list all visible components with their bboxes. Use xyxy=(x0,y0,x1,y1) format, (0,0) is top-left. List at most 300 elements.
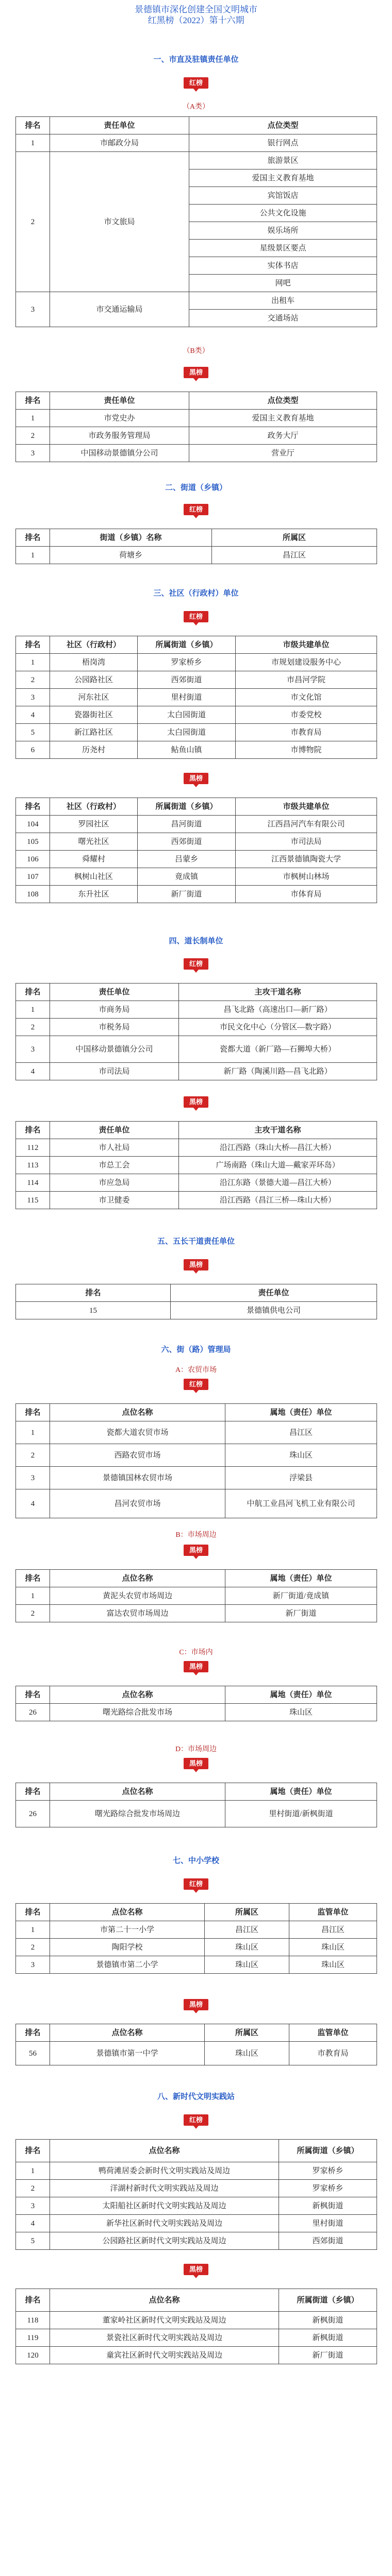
owner-cell: 新厂街道/竟成镇 xyxy=(225,1587,377,1605)
table-header-row xyxy=(16,2024,377,2042)
street-cell: 西郊街道 xyxy=(138,671,236,689)
unit-cell: 市司法局 xyxy=(50,1063,179,1080)
column-header: 所属街道（乡镇） xyxy=(138,636,236,654)
rank-cell: 3 xyxy=(16,2197,50,2215)
street-cell: 昌河街道 xyxy=(138,816,236,833)
section-6-sub-b: B：市场周边 xyxy=(175,1531,217,1539)
supervisor-cell: 昌江区 xyxy=(289,1921,377,1939)
column-header: 排名 xyxy=(16,636,50,654)
section-7-black-table xyxy=(15,2024,377,2065)
type-cell: 星级景区要点 xyxy=(189,240,377,257)
section-7-title: 七、中小学校 xyxy=(172,1857,219,1865)
section-6-sub-a: A：农贸市场 xyxy=(175,1366,217,1374)
section-3-title: 三、社区（行政村）单位 xyxy=(153,589,239,598)
type-cell: 网吧 xyxy=(189,275,377,292)
type-cell: 银行网点 xyxy=(189,134,377,152)
section-8-title: 八、新时代文明实践站 xyxy=(157,2093,235,2101)
road-cell: 沿江西路（昌江三桥—珠山大桥） xyxy=(179,1192,377,1209)
type-cell: 公共文化设施 xyxy=(189,205,377,222)
column-header: 排名 xyxy=(16,1686,50,1704)
rank-cell: 106 xyxy=(16,851,50,868)
point-cell: 富达农贸市场周边 xyxy=(50,1605,225,1622)
rank-cell: 3 xyxy=(16,1036,50,1063)
road-cell: 市民文化中心（分管区—数字路） xyxy=(179,1019,377,1036)
rank-cell: 3 xyxy=(16,292,50,327)
column-header: 市级共建单位 xyxy=(236,798,377,816)
column-header: 点位名称 xyxy=(50,1404,225,1421)
community-cell: 公园路社区 xyxy=(50,671,138,689)
column-header: 责任单位 xyxy=(50,984,179,1001)
column-header: 责任单位 xyxy=(50,117,189,134)
district-cell: 珠山区 xyxy=(205,1956,289,1974)
column-header: 点位名称 xyxy=(50,1686,225,1704)
table-row xyxy=(16,2215,377,2232)
street-cell: 太白园街道 xyxy=(138,724,236,741)
owner-cell: 浮梁县 xyxy=(225,1467,377,1489)
rank-cell: 2 xyxy=(16,152,50,292)
column-header: 排名 xyxy=(16,1404,50,1421)
street-cell: 罗家桥乡 xyxy=(138,654,236,671)
table-row xyxy=(16,741,377,759)
section-6-sub-c: C：市场内 xyxy=(179,1649,213,1656)
partner-cell: 市教育局 xyxy=(236,724,377,741)
owner-cell: 新厂街道 xyxy=(225,1605,377,1622)
table-row xyxy=(16,2197,377,2215)
rank-cell: 4 xyxy=(16,1063,50,1080)
table-row xyxy=(16,1192,377,1209)
street-cell: 新厂街道 xyxy=(138,886,236,903)
section-1-title: 一、市直及驻镇责任单位 xyxy=(153,56,239,64)
table-header-row xyxy=(16,1570,377,1587)
table-header-row xyxy=(16,984,377,1001)
table-header-row xyxy=(16,529,377,547)
community-cell: 东升社区 xyxy=(50,886,138,903)
section-4-title: 四、道长制单位 xyxy=(169,937,223,945)
unit-cell: 市邮政分局 xyxy=(50,134,189,152)
street-cell: 罗家桥乡 xyxy=(279,2180,377,2197)
table-row xyxy=(16,868,377,886)
table-header-row xyxy=(16,1404,377,1421)
black-list-badge: 黑榜 xyxy=(184,1545,208,1556)
unit-cell: 市政务服务管理局 xyxy=(50,427,189,445)
section-1-part-a: （A类） xyxy=(182,103,210,111)
street-cell: 荷塘乡 xyxy=(50,547,212,564)
red-list-badge: 红榜 xyxy=(184,77,208,89)
table-row xyxy=(16,1605,377,1622)
owner-cell: 珠山区 xyxy=(225,1444,377,1467)
section-4-red-table xyxy=(15,983,377,1080)
rank-cell: 2 xyxy=(16,427,50,445)
street-cell: 新厂街道 xyxy=(279,2347,377,2364)
unit-cell: 中国移动景德镇分公司 xyxy=(50,445,189,462)
table-row xyxy=(16,1421,377,1444)
street-cell: 鲇鱼山镇 xyxy=(138,741,236,759)
black-list-badge: 黑榜 xyxy=(184,367,208,378)
table-header-row xyxy=(16,2289,377,2312)
street-cell: 太白园街道 xyxy=(138,706,236,724)
column-header: 排名 xyxy=(16,392,50,410)
community-cell: 曙光社区 xyxy=(50,833,138,851)
rank-cell: 1 xyxy=(16,1421,50,1444)
red-list-badge: 红榜 xyxy=(184,958,208,970)
road-cell: 昌飞北路（高速出口—新厂路） xyxy=(179,1001,377,1019)
table-row xyxy=(16,2232,377,2250)
table-row xyxy=(16,134,377,152)
table-row xyxy=(16,1019,377,1036)
partner-cell: 市枫树山林场 xyxy=(236,868,377,886)
table-row xyxy=(16,1036,377,1063)
column-header: 主攻干道名称 xyxy=(179,984,377,1001)
column-header: 街道（乡镇）名称 xyxy=(50,529,212,547)
district-cell: 昌江区 xyxy=(212,547,377,564)
column-header: 排名 xyxy=(16,798,50,816)
section-6-title: 六、街（路）管理局 xyxy=(161,1346,231,1354)
street-cell: 西郊街道 xyxy=(138,833,236,851)
table-row xyxy=(16,445,377,462)
station-cell: 太阳船社区新时代文明实践站及周边 xyxy=(50,2197,279,2215)
rank-cell: 4 xyxy=(16,2215,50,2232)
column-header: 排名 xyxy=(16,1284,171,1302)
unit-cell: 市总工会 xyxy=(50,1157,179,1174)
type-cell: 出租车 xyxy=(189,292,377,310)
point-cell: 西路农贸市场 xyxy=(50,1444,225,1467)
owner-cell: 珠山区 xyxy=(225,1704,377,1721)
section-6-black-table-b xyxy=(15,1569,377,1622)
owner-cell: 昌江区 xyxy=(225,1421,377,1444)
column-header: 点位名称 xyxy=(50,2024,205,2042)
unit-cell: 市卫健委 xyxy=(50,1192,179,1209)
rank-cell: 113 xyxy=(16,1157,50,1174)
rank-cell: 114 xyxy=(16,1174,50,1192)
station-cell: 景瓷社区新时代文明实践站及周边 xyxy=(50,2329,279,2347)
unit-cell: 市税务局 xyxy=(50,1019,179,1036)
red-list-badge: 红榜 xyxy=(184,2114,208,2126)
section-1-red-table xyxy=(15,116,377,327)
table-header-row xyxy=(16,1122,377,1139)
column-header: 点位名称 xyxy=(50,1570,225,1587)
table-row xyxy=(16,1139,377,1157)
street-cell: 新枫街道 xyxy=(279,2329,377,2347)
column-header: 社区（行政村） xyxy=(50,636,138,654)
column-header: 排名 xyxy=(16,984,50,1001)
rank-cell: 120 xyxy=(16,2347,50,2364)
table-row xyxy=(16,292,377,310)
road-cell: 沿江东路（景德大道—昌江大桥） xyxy=(179,1174,377,1192)
rank-cell: 1 xyxy=(16,1921,50,1939)
partner-cell: 江西昌河汽车有限公司 xyxy=(236,816,377,833)
table-row xyxy=(16,724,377,741)
table-row xyxy=(16,1587,377,1605)
section-8-black-table xyxy=(15,2289,377,2364)
rank-cell: 1 xyxy=(16,410,50,427)
community-cell: 梧岗湾 xyxy=(50,654,138,671)
table-row xyxy=(16,2329,377,2347)
rank-cell: 15 xyxy=(16,1302,171,1319)
table-header-row xyxy=(16,2140,377,2162)
type-cell: 实体书店 xyxy=(189,257,377,275)
column-header: 排名 xyxy=(16,529,50,547)
partner-cell: 市博物院 xyxy=(236,741,377,759)
partner-cell: 市昌河学院 xyxy=(236,671,377,689)
table-row xyxy=(16,706,377,724)
table-row xyxy=(16,1063,377,1080)
rank-cell: 2 xyxy=(16,1939,50,1956)
table-row xyxy=(16,152,377,170)
section-1-part-b: （B类） xyxy=(183,347,209,355)
rank-cell: 2 xyxy=(16,671,50,689)
table-header-row xyxy=(16,1686,377,1704)
table-row xyxy=(16,1939,377,1956)
rank-cell: 105 xyxy=(16,833,50,851)
section-6-black-table-c xyxy=(15,1686,377,1721)
rank-cell: 26 xyxy=(16,1704,50,1721)
table-row xyxy=(16,427,377,445)
table-header-row xyxy=(16,636,377,654)
column-header: 所属街道（乡镇） xyxy=(279,2289,377,2312)
table-header-row xyxy=(16,1284,377,1302)
school-cell: 景德镇市第二小学 xyxy=(50,1956,205,1974)
partner-cell: 江西景德镇陶瓷大学 xyxy=(236,851,377,868)
section-4-black-table xyxy=(15,1121,377,1209)
section-6-black-table-d xyxy=(15,1783,377,1827)
section-6-sub-d: D：市场周边 xyxy=(175,1745,217,1753)
column-header: 属地（责任）单位 xyxy=(225,1686,377,1704)
red-list-badge: 红榜 xyxy=(184,1878,208,1890)
school-cell: 景德镇市第一中学 xyxy=(50,2042,205,2065)
column-header: 市级共建单位 xyxy=(236,636,377,654)
table-row xyxy=(16,547,377,564)
rank-cell: 2 xyxy=(16,1605,50,1622)
table-header-row xyxy=(16,392,377,410)
column-header: 排名 xyxy=(16,1570,50,1587)
community-cell: 河东社区 xyxy=(50,689,138,706)
black-list-badge: 黑榜 xyxy=(184,1259,208,1270)
column-header: 所属区 xyxy=(212,529,377,547)
station-cell: 新华社区新时代文明实践站及周边 xyxy=(50,2215,279,2232)
table-header-row xyxy=(16,1783,377,1801)
street-cell: 罗家桥乡 xyxy=(279,2162,377,2180)
point-cell: 曙光路综合批发市场 xyxy=(50,1704,225,1721)
column-header: 排名 xyxy=(16,1783,50,1801)
type-cell: 营业厅 xyxy=(189,445,377,462)
header-line-2: 红黑榜（2022）第十六期 xyxy=(148,15,244,25)
section-2-title: 二、街道（乡镇） xyxy=(165,484,227,492)
black-list-badge: 黑榜 xyxy=(184,1999,208,2010)
table-header-row xyxy=(16,798,377,816)
rank-cell: 2 xyxy=(16,2180,50,2197)
column-header: 责任单位 xyxy=(50,1122,179,1139)
table-row xyxy=(16,1801,377,1827)
table-row xyxy=(16,2180,377,2197)
supervisor-cell: 市教育局 xyxy=(289,2042,377,2065)
school-cell: 市第二十一小学 xyxy=(50,1921,205,1939)
district-cell: 珠山区 xyxy=(205,2042,289,2065)
unit-cell: 市文旅局 xyxy=(50,152,189,292)
black-list-badge: 黑榜 xyxy=(184,773,208,784)
section-6-red-table xyxy=(15,1403,377,1518)
column-header: 排名 xyxy=(16,1122,50,1139)
column-header: 点位名称 xyxy=(50,1783,225,1801)
school-cell: 陶阳学校 xyxy=(50,1939,205,1956)
type-cell: 交通场站 xyxy=(189,310,377,327)
column-header: 排名 xyxy=(16,2289,50,2312)
table-header-row xyxy=(16,117,377,134)
column-header: 监管单位 xyxy=(289,1904,377,1921)
red-list-badge: 红榜 xyxy=(184,504,208,515)
supervisor-cell: 珠山区 xyxy=(289,1956,377,1974)
rank-cell: 107 xyxy=(16,868,50,886)
section-3-red-table xyxy=(15,636,377,759)
rank-cell: 112 xyxy=(16,1139,50,1157)
point-cell: 瓷都大道农贸市场 xyxy=(50,1421,225,1444)
rank-cell: 3 xyxy=(16,1956,50,1974)
rank-cell: 6 xyxy=(16,741,50,759)
table-row xyxy=(16,671,377,689)
point-cell: 景德镇国林农贸市场 xyxy=(50,1467,225,1489)
column-header: 点位类型 xyxy=(189,117,377,134)
street-cell: 新枫街道 xyxy=(279,2312,377,2329)
unit-cell: 景德镇供电公司 xyxy=(171,1302,377,1319)
column-header: 责任单位 xyxy=(50,392,189,410)
rank-cell: 1 xyxy=(16,134,50,152)
table-header-row xyxy=(16,1904,377,1921)
table-row xyxy=(16,410,377,427)
unit-cell: 市商务局 xyxy=(50,1001,179,1019)
station-cell: 鸭荷滩居委会新时代文明实践站及周边 xyxy=(50,2162,279,2180)
black-list-badge: 黑榜 xyxy=(184,1661,208,1672)
column-header: 排名 xyxy=(16,2140,50,2162)
unit-cell: 市党史办 xyxy=(50,410,189,427)
red-list-badge: 红榜 xyxy=(184,611,208,622)
table-row xyxy=(16,1157,377,1174)
partner-cell: 市文化馆 xyxy=(236,689,377,706)
table-row xyxy=(16,2042,377,2065)
rank-cell: 104 xyxy=(16,816,50,833)
section-3-black-table xyxy=(15,798,377,903)
table-row xyxy=(16,2312,377,2329)
street-cell: 西郊街道 xyxy=(279,2232,377,2250)
road-cell: 广场南路（珠山大道—戴家弄环岛） xyxy=(179,1157,377,1174)
red-list-badge: 红榜 xyxy=(184,1379,208,1390)
community-cell: 新江路社区 xyxy=(50,724,138,741)
rank-cell: 118 xyxy=(16,2312,50,2329)
road-cell: 新厂路（陶溪川路—昌飞北路） xyxy=(179,1063,377,1080)
point-cell: 曙光路综合批发市场周边 xyxy=(50,1801,225,1827)
rank-cell: 119 xyxy=(16,2329,50,2347)
column-header: 社区（行政村） xyxy=(50,798,138,816)
table-row xyxy=(16,851,377,868)
table-row xyxy=(16,816,377,833)
table-row xyxy=(16,1174,377,1192)
type-cell: 宾馆饭店 xyxy=(189,187,377,205)
rank-cell: 4 xyxy=(16,706,50,724)
rank-cell: 4 xyxy=(16,1489,50,1518)
column-header: 所属区 xyxy=(205,1904,289,1921)
type-cell: 娱乐场所 xyxy=(189,222,377,240)
black-list-badge: 黑榜 xyxy=(184,2264,208,2275)
column-header: 点位名称 xyxy=(50,1904,205,1921)
table-row xyxy=(16,689,377,706)
community-cell: 历尧村 xyxy=(50,741,138,759)
section-7-red-table xyxy=(15,1903,377,1974)
column-header: 排名 xyxy=(16,2024,50,2042)
district-cell: 珠山区 xyxy=(205,1939,289,1956)
table-row xyxy=(16,886,377,903)
rank-cell: 1 xyxy=(16,2162,50,2180)
rank-cell: 2 xyxy=(16,1019,50,1036)
partner-cell: 市司法局 xyxy=(236,833,377,851)
rank-cell: 115 xyxy=(16,1192,50,1209)
column-header: 点位名称 xyxy=(50,2289,279,2312)
partner-cell: 市规划建设服务中心 xyxy=(236,654,377,671)
type-cell: 旅游景区 xyxy=(189,152,377,170)
column-header: 点位类型 xyxy=(189,392,377,410)
section-2-red-table xyxy=(15,529,377,564)
unit-cell: 市人社局 xyxy=(50,1139,179,1157)
rank-cell: 3 xyxy=(16,445,50,462)
table-row xyxy=(16,1704,377,1721)
table-row xyxy=(16,1302,377,1319)
rank-cell: 1 xyxy=(16,1001,50,1019)
supervisor-cell: 珠山区 xyxy=(289,1939,377,1956)
rank-cell: 56 xyxy=(16,2042,50,2065)
community-cell: 瓷器街社区 xyxy=(50,706,138,724)
type-cell: 爱国主义教育基地 xyxy=(189,170,377,187)
rank-cell: 5 xyxy=(16,724,50,741)
street-cell: 里村街道 xyxy=(138,689,236,706)
black-list-badge: 黑榜 xyxy=(184,1096,208,1108)
rank-cell: 3 xyxy=(16,689,50,706)
table-row xyxy=(16,1444,377,1467)
partner-cell: 市委党校 xyxy=(236,706,377,724)
rank-cell: 1 xyxy=(16,654,50,671)
column-header: 点位名称 xyxy=(50,2140,279,2162)
black-list-badge: 黑榜 xyxy=(184,1758,208,1769)
partner-cell: 市体育局 xyxy=(236,886,377,903)
rank-cell: 1 xyxy=(16,1587,50,1605)
table-row xyxy=(16,1001,377,1019)
column-header: 责任单位 xyxy=(171,1284,377,1302)
type-cell: 爱国主义教育基地 xyxy=(189,410,377,427)
rank-cell: 3 xyxy=(16,1467,50,1489)
column-header: 属地（责任）单位 xyxy=(225,1570,377,1587)
rank-cell: 2 xyxy=(16,1444,50,1467)
community-cell: 舜耀村 xyxy=(50,851,138,868)
point-cell: 昌河农贸市场 xyxy=(50,1489,225,1518)
street-cell: 新枫街道 xyxy=(279,2197,377,2215)
street-cell: 竟成镇 xyxy=(138,868,236,886)
table-row xyxy=(16,1489,377,1518)
section-1-black-table xyxy=(15,392,377,462)
road-cell: 瓷都大道（新厂路—石狮埠大桥） xyxy=(179,1036,377,1063)
column-header: 所属街道（乡镇） xyxy=(279,2140,377,2162)
column-header: 所属区 xyxy=(205,2024,289,2042)
community-cell: 枫树山社区 xyxy=(50,868,138,886)
table-row xyxy=(16,2162,377,2180)
rank-cell: 1 xyxy=(16,547,50,564)
owner-cell: 里村街道/新枫街道 xyxy=(225,1801,377,1827)
district-cell: 昌江区 xyxy=(205,1921,289,1939)
station-cell: 公园路社区新时代文明实践站及周边 xyxy=(50,2232,279,2250)
unit-cell: 市应急局 xyxy=(50,1174,179,1192)
owner-cell: 中航工业昌河飞机工业有限公司 xyxy=(225,1489,377,1518)
section-8-red-table xyxy=(15,2139,377,2250)
table-row xyxy=(16,833,377,851)
table-row xyxy=(16,654,377,671)
rank-cell: 26 xyxy=(16,1801,50,1827)
column-header: 属地（责任）单位 xyxy=(225,1783,377,1801)
unit-cell: 中国移动景德镇分公司 xyxy=(50,1036,179,1063)
